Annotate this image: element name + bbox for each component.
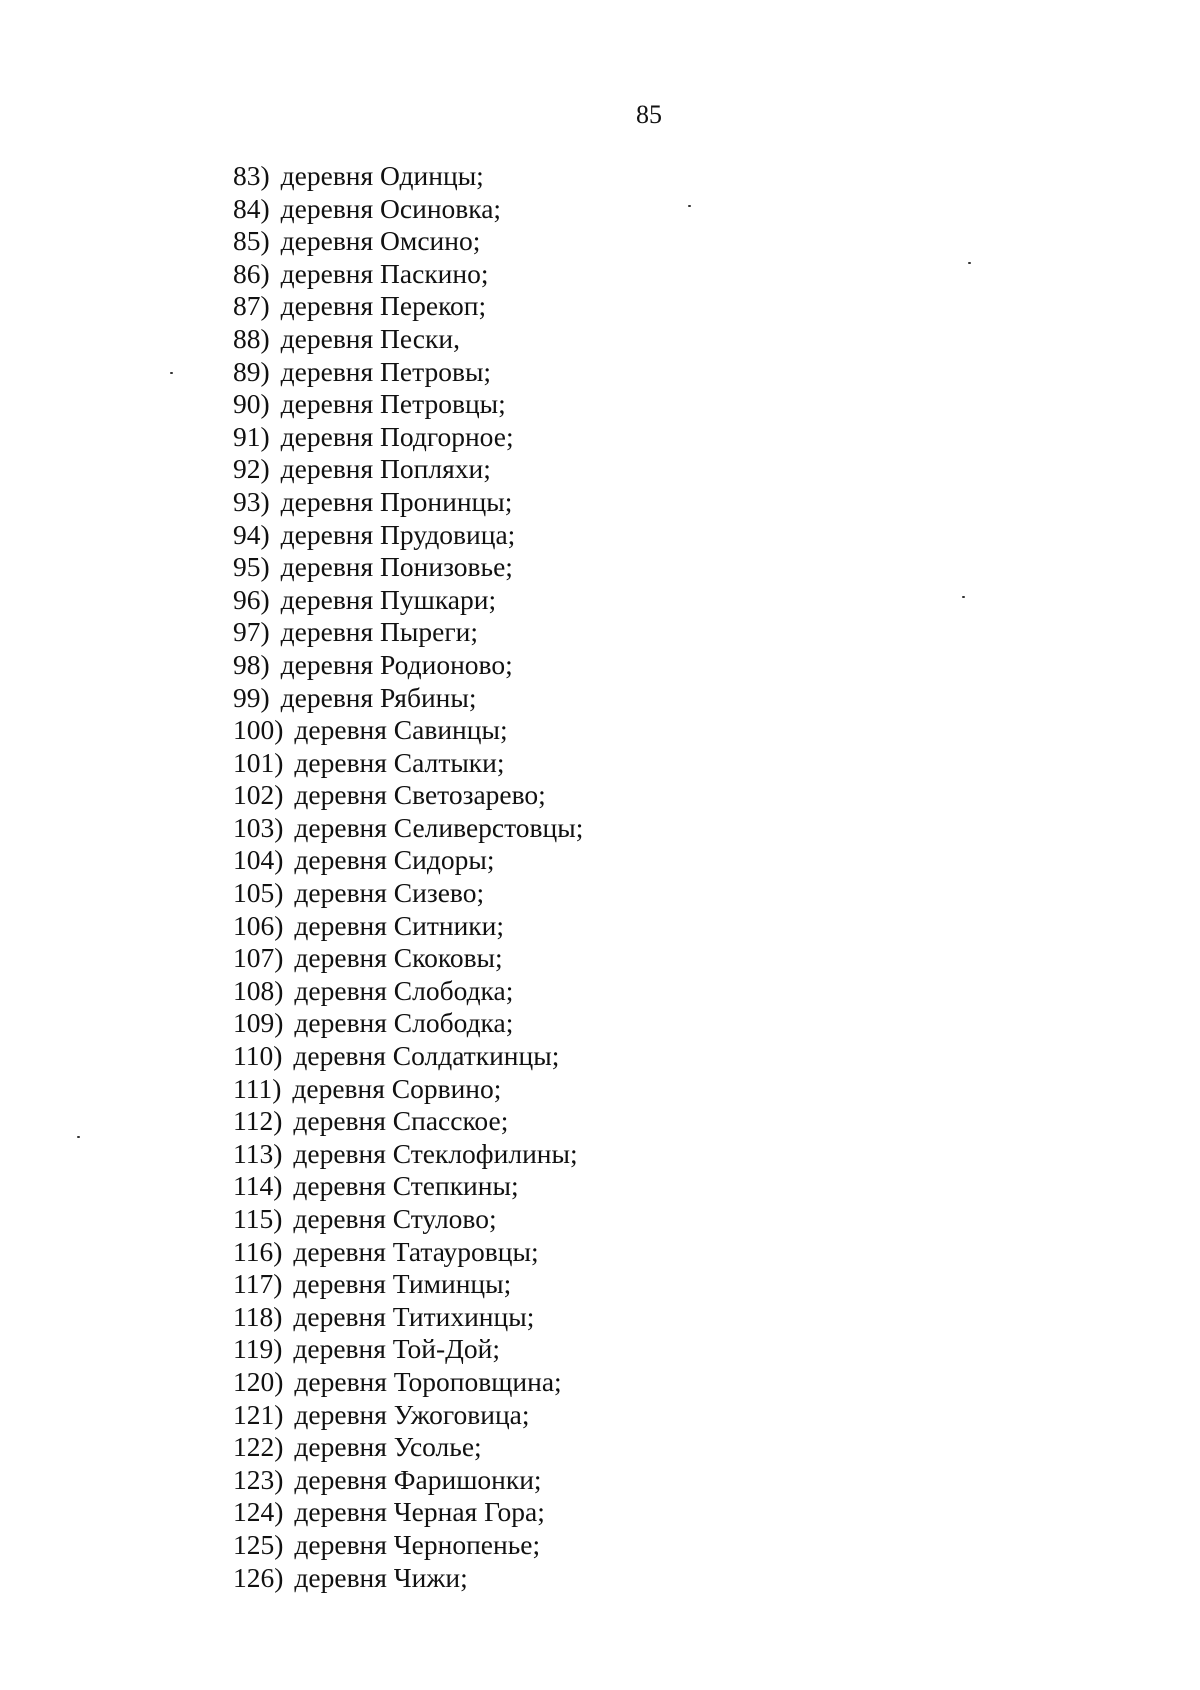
village-name: деревня Ситники; xyxy=(294,909,505,941)
item-number: 97) xyxy=(233,616,270,648)
list-item xyxy=(233,682,583,715)
village-name: деревня Пушкари; xyxy=(280,583,497,615)
item-number: 120) xyxy=(233,1365,284,1397)
scan-speck xyxy=(170,372,173,374)
list-item xyxy=(233,453,583,486)
list-item xyxy=(233,519,583,552)
village-name: деревня Пыреги; xyxy=(280,616,478,648)
item-number: 99) xyxy=(233,681,270,713)
village-name: деревня Перекоп; xyxy=(280,290,487,322)
item-number: 103) xyxy=(233,811,284,843)
item-number: 124) xyxy=(233,1496,284,1528)
village-name: деревня Слободка; xyxy=(294,974,514,1006)
item-number: 83) xyxy=(233,160,270,191)
village-name: деревня Рябины; xyxy=(280,681,477,713)
village-name: деревня Пески, xyxy=(280,322,460,354)
list-item xyxy=(233,975,583,1008)
village-name: деревня Петровцы; xyxy=(280,388,506,420)
village-name: деревня Татауровцы; xyxy=(293,1235,539,1267)
village-name: деревня Одинцы; xyxy=(280,160,484,191)
item-number: 109) xyxy=(233,1007,284,1039)
item-number: 89) xyxy=(233,355,270,387)
scan-speck xyxy=(968,262,971,264)
list-item xyxy=(233,910,583,943)
list-item xyxy=(233,290,583,323)
list-item xyxy=(233,1464,583,1497)
item-number: 107) xyxy=(233,942,284,974)
item-number: 92) xyxy=(233,453,270,485)
village-name: деревня Савинцы; xyxy=(294,714,508,746)
village-name: деревня Усолье; xyxy=(294,1431,482,1463)
item-number: 101) xyxy=(233,746,284,778)
village-name: деревня Светозарево; xyxy=(294,779,546,811)
item-number: 91) xyxy=(233,420,270,452)
item-number: 113) xyxy=(233,1137,283,1169)
list-item xyxy=(233,747,583,780)
list-item xyxy=(233,1138,583,1171)
list-item xyxy=(233,616,583,649)
list-item xyxy=(233,421,583,454)
village-name: деревня Той-Дой; xyxy=(293,1333,500,1365)
page-number: 85 xyxy=(636,100,662,129)
village-name: деревня Сидоры; xyxy=(294,844,495,876)
item-number: 102) xyxy=(233,779,284,811)
item-number: 117) xyxy=(233,1268,283,1300)
item-number: 123) xyxy=(233,1463,284,1495)
list-item xyxy=(233,1170,583,1203)
list-item xyxy=(233,1105,583,1138)
item-number: 85) xyxy=(233,225,270,257)
list-item xyxy=(233,649,583,682)
list-item xyxy=(233,1333,583,1366)
village-name: деревня Сорвино; xyxy=(292,1072,502,1104)
list-item xyxy=(233,1496,583,1529)
list-item xyxy=(233,1268,583,1301)
list-item xyxy=(233,584,583,617)
scan-speck xyxy=(962,596,965,598)
item-number: 126) xyxy=(233,1561,284,1593)
item-number: 84) xyxy=(233,192,270,224)
list-item xyxy=(233,1366,583,1399)
item-number: 94) xyxy=(233,518,270,550)
list-item xyxy=(233,1203,583,1236)
village-name: деревня Ужоговица; xyxy=(294,1398,530,1430)
list-item xyxy=(233,1040,583,1073)
village-name: деревня Попляхи; xyxy=(280,453,491,485)
list-item xyxy=(233,486,583,519)
village-name: деревня Омсино; xyxy=(280,225,481,257)
list-item xyxy=(233,1301,583,1334)
item-number: 87) xyxy=(233,290,270,322)
village-list xyxy=(233,160,583,1594)
scan-speck xyxy=(688,205,691,207)
item-number: 98) xyxy=(233,648,270,680)
item-number: 104) xyxy=(233,844,284,876)
village-name: деревня Паскино; xyxy=(280,257,489,289)
list-item xyxy=(233,323,583,356)
village-name: деревня Пронинцы; xyxy=(280,485,513,517)
village-name: деревня Солдаткинцы; xyxy=(293,1040,560,1072)
village-name: деревня Петровы; xyxy=(280,355,492,387)
village-name: деревня Тороповщина; xyxy=(294,1365,562,1397)
list-item xyxy=(233,160,583,193)
item-number: 108) xyxy=(233,974,284,1006)
village-name: деревня Стеклофилины; xyxy=(293,1137,578,1169)
list-item xyxy=(233,844,583,877)
village-name: деревня Родионово; xyxy=(280,648,513,680)
item-number: 96) xyxy=(233,583,270,615)
village-name: деревня Чернопенье; xyxy=(294,1528,541,1560)
village-name: деревня Тиминцы; xyxy=(293,1268,512,1300)
list-item xyxy=(233,1007,583,1040)
item-number: 112) xyxy=(233,1105,283,1137)
list-item xyxy=(233,193,583,226)
village-name: деревня Селиверстовцы; xyxy=(294,811,584,843)
village-name: деревня Сизево; xyxy=(294,877,485,909)
village-name: деревня Прудовица; xyxy=(280,518,516,550)
item-number: 93) xyxy=(233,485,270,517)
list-item xyxy=(233,714,583,747)
village-name: деревня Понизовье; xyxy=(280,551,513,583)
list-item xyxy=(233,258,583,291)
list-item xyxy=(233,1236,583,1269)
item-number: 95) xyxy=(233,551,270,583)
item-number: 105) xyxy=(233,877,284,909)
item-number: 110) xyxy=(233,1040,283,1072)
village-name: деревня Фаришонки; xyxy=(294,1463,542,1495)
village-name: деревня Осиновка; xyxy=(280,192,502,224)
village-name: деревня Скоковы; xyxy=(294,942,503,974)
list-item xyxy=(233,1399,583,1432)
item-number: 116) xyxy=(233,1235,283,1267)
list-item xyxy=(233,1562,583,1595)
list-item xyxy=(233,1529,583,1562)
item-number: 106) xyxy=(233,909,284,941)
list-item xyxy=(233,356,583,389)
item-number: 118) xyxy=(233,1300,283,1332)
scan-speck xyxy=(77,1136,80,1138)
item-number: 90) xyxy=(233,388,270,420)
village-name: деревня Титихинцы; xyxy=(293,1300,535,1332)
village-name: деревня Стулово; xyxy=(293,1203,497,1234)
list-item xyxy=(233,225,583,258)
list-item xyxy=(233,1073,583,1106)
list-item xyxy=(233,1431,583,1464)
village-name: деревня Чижи; xyxy=(294,1561,468,1593)
village-name: деревня Степкины; xyxy=(293,1170,519,1202)
item-number: 100) xyxy=(233,714,284,746)
item-number: 125) xyxy=(233,1528,284,1560)
item-number: 88) xyxy=(233,322,270,354)
village-name: деревня Слободка; xyxy=(294,1007,514,1039)
item-number: 86) xyxy=(233,257,270,289)
list-item xyxy=(233,812,583,845)
list-item xyxy=(233,877,583,910)
village-name: деревня Черная Гора; xyxy=(294,1496,545,1528)
village-name: деревня Спасское; xyxy=(293,1105,509,1137)
item-number: 115) xyxy=(233,1203,283,1234)
list-item xyxy=(233,388,583,421)
village-name: деревня Подгорное; xyxy=(280,420,514,452)
list-item xyxy=(233,551,583,584)
item-number: 114) xyxy=(233,1170,283,1202)
item-number: 122) xyxy=(233,1431,284,1463)
item-number: 121) xyxy=(233,1398,284,1430)
list-item xyxy=(233,779,583,812)
list-item xyxy=(233,942,583,975)
item-number: 119) xyxy=(233,1333,283,1365)
village-name: деревня Салтыки; xyxy=(294,746,505,778)
item-number: 111) xyxy=(233,1072,282,1104)
